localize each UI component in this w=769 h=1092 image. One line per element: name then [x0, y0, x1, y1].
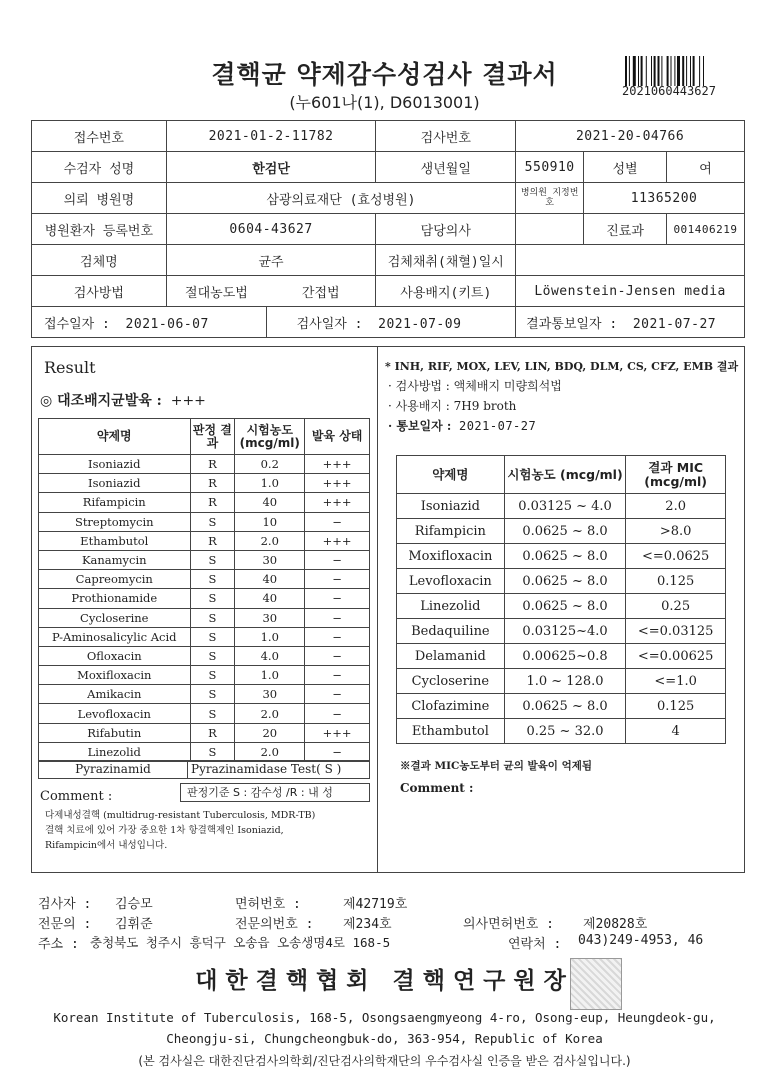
specialist: 김휘준: [115, 917, 153, 932]
growth: +++: [305, 474, 370, 493]
col-judgment: 판정 결과: [190, 419, 235, 455]
test-date-label: 검사일자 :: [296, 316, 363, 332]
concentration: 30: [235, 550, 305, 569]
drug-name: Isoniazid: [39, 455, 191, 474]
growth: −: [305, 550, 370, 569]
doctor-license: 제20828호: [583, 917, 648, 932]
growth: −: [305, 742, 370, 761]
license: 제42719호: [343, 897, 408, 912]
control-culture-value: +++: [170, 393, 206, 409]
growth: +++: [305, 455, 370, 474]
judgment: S: [190, 685, 235, 704]
drug-name: Linezolid: [39, 742, 191, 761]
mic-result: <=0.00625: [626, 644, 726, 669]
judgment: S: [190, 589, 235, 608]
mic-concentration: 1.0 ~ 128.0: [504, 669, 626, 694]
address: 충청북도 청주시 흥덕구 오송읍 오송생명4로 168-5: [90, 935, 391, 950]
barcode-number: 2021060443627: [622, 84, 716, 98]
medium-label: 사용배지(키트): [376, 276, 516, 307]
table-row: [39, 704, 370, 723]
sex-label: 성별: [584, 152, 667, 183]
mic-drug-name: Linezolid: [397, 594, 505, 619]
comment-line: Rifampicin에서 내성입니다.: [45, 840, 168, 851]
mic-drug-name: Ethambutol: [397, 719, 505, 744]
drug-name: Levofloxacin: [39, 704, 191, 723]
pza-test: Pyrazinamidase Test( S ): [191, 762, 342, 776]
table-row: [397, 669, 726, 694]
mic-concentration: 0.03125 ~ 4.0: [504, 494, 626, 519]
concentration: 10: [235, 512, 305, 531]
table-row: [397, 644, 726, 669]
drug-name: Amikacin: [39, 685, 191, 704]
drug-name: Moxifloxacin: [39, 666, 191, 685]
specialist-no-label: 전문의번호 :: [235, 917, 314, 932]
judgment: S: [190, 570, 235, 589]
table-row: [397, 719, 726, 744]
concentration: 40: [235, 570, 305, 589]
specialist-no: 제234호: [343, 917, 392, 932]
mic-result: <=0.03125: [626, 619, 726, 644]
collection: [516, 245, 745, 276]
mic-result: 0.125: [626, 694, 726, 719]
address-label: 주소 :: [38, 937, 79, 952]
judgment: S: [190, 666, 235, 685]
mic-drug-name: Bedaquiline: [397, 619, 505, 644]
mic-result: <=1.0: [626, 669, 726, 694]
table-row: [39, 589, 370, 608]
growth: −: [305, 608, 370, 627]
doctor: [516, 214, 584, 245]
table-row: [39, 474, 370, 493]
concentration: 2.0: [235, 531, 305, 550]
specimen: 균주: [166, 245, 376, 276]
patient-name: 한검단: [166, 152, 376, 183]
drug-name: Cycloserine: [39, 608, 191, 627]
phone: 043)249-4953, 46: [578, 933, 704, 948]
concentration: 2.0: [235, 704, 305, 723]
mic-drug-name: Isoniazid: [397, 494, 505, 519]
mic-header-note: * INH, RIF, MOX, LEV, LIN, BDQ, DLM, CS, CFZ, EMB 결과: [385, 360, 739, 373]
growth: −: [305, 512, 370, 531]
mic-drug-name: Delamanid: [397, 644, 505, 669]
mic-col-drug: 약제명: [397, 456, 505, 494]
certification-note: (본 검사실은 대한진단검사의학회/진단검사의학재단의 우수검사실 인증을 받은 검사실입니다.): [138, 1054, 631, 1068]
mic-report-label: · 통보일자 :: [388, 419, 452, 433]
collection-label: 검체채취(채혈)일시: [376, 245, 516, 276]
examiner: 김승모: [115, 897, 153, 912]
mic-drug-name: Levofloxacin: [397, 569, 505, 594]
hospital: 삼광의료재단 (효성병원): [166, 183, 515, 214]
patient-info-table: [31, 120, 745, 338]
growth: −: [305, 646, 370, 665]
method-label: 검사방법: [32, 276, 167, 307]
mic-medium: · 사용배지 : 7H9 broth: [388, 399, 517, 413]
drug-name: P-Aminosalicylic Acid: [39, 627, 191, 646]
report-date: 2021-07-27: [632, 316, 717, 332]
test-date-cell: [266, 307, 516, 338]
pza-drug: Pyrazinamid: [39, 761, 188, 778]
concentration: 40: [235, 493, 305, 512]
mic-note: ※결과 MIC농도부터 균의 발육이 억제됨: [400, 760, 593, 772]
table-row: [39, 512, 370, 531]
drug-name: Prothionamide: [39, 589, 191, 608]
table-row: [397, 569, 726, 594]
mic-drug-name: Rifampicin: [397, 519, 505, 544]
mic-concentration: 0.0625 ~ 8.0: [504, 569, 626, 594]
mic-concentration: 0.25 ~ 32.0: [504, 719, 626, 744]
institute-address-en-2: Cheongju-si, Chungcheongbuk-do, 363-954, Republic of Korea: [166, 1031, 603, 1046]
growth: +++: [305, 493, 370, 512]
method-1: 절대농도법: [166, 276, 266, 307]
judgment: S: [190, 627, 235, 646]
concentration: 40: [235, 589, 305, 608]
mic-result: 4: [626, 719, 726, 744]
doctor-label: 담당의사: [376, 214, 516, 245]
judgment: R: [190, 474, 235, 493]
document-subtitle: (누601나(1), D6013001): [289, 93, 480, 112]
table-row: [39, 685, 370, 704]
judgment: S: [190, 608, 235, 627]
table-row: [397, 519, 726, 544]
receipt-date-label: 접수일자 :: [44, 316, 110, 332]
concentration: 0.2: [235, 455, 305, 474]
drug-name: Ofloxacin: [39, 646, 191, 665]
judgment-criteria: 판정기준 S : 감수성 /R : 내 성: [180, 783, 370, 802]
judgment: R: [190, 723, 235, 742]
concentration: 1.0: [235, 627, 305, 646]
judgment: S: [190, 512, 235, 531]
method-2: 간접법: [266, 276, 376, 307]
result-title: Result: [44, 358, 96, 377]
table-row: [39, 627, 370, 646]
birth: 550910: [516, 152, 584, 183]
left-comment-text: [45, 808, 365, 853]
mic-concentration: 0.03125~4.0: [504, 619, 626, 644]
result-divider: [377, 347, 378, 872]
dept-label: 진료과: [584, 214, 667, 245]
receipt-no: 2021-01-2-11782: [166, 121, 376, 152]
license-label: 면허번호 :: [235, 897, 301, 912]
concentration: 1.0: [235, 666, 305, 685]
report-date-cell: [516, 307, 745, 338]
mic-concentration: 0.0625 ~ 8.0: [504, 519, 626, 544]
growth: −: [305, 704, 370, 723]
mic-drug-name: Cycloserine: [397, 669, 505, 694]
mic-col-conc: 시험농도 (mcg/ml): [504, 456, 626, 494]
dept: 001406219: [666, 214, 744, 245]
table-row: [39, 531, 370, 550]
judgment: R: [190, 455, 235, 474]
mic-method: · 검사방법 : 액체배지 미량희석법: [388, 379, 562, 393]
judgment: S: [190, 742, 235, 761]
test-no: 2021-20-04766: [516, 121, 745, 152]
institute-address-en-1: Korean Institute of Tuberculosis, 168-5, Osongsaengmyeong 4-ro, Osong-eup, Heungdeok-gu,: [53, 1010, 716, 1025]
judgment: S: [190, 704, 235, 723]
growth: +++: [305, 531, 370, 550]
pyrazinamide-row: [38, 760, 370, 779]
patient-reg-label: 병원환자 등록번호: [32, 214, 167, 245]
col-concentration: 시험농도 (mcg/ml): [235, 419, 305, 455]
drug-name: Rifampicin: [39, 493, 191, 512]
growth: −: [305, 570, 370, 589]
judgment: R: [190, 531, 235, 550]
table-row: [397, 544, 726, 569]
comment-line: 결핵 치료에 있어 가장 중요한 1차 항결핵제인 Isoniazid,: [45, 825, 284, 836]
drug-name: Kanamycin: [39, 550, 191, 569]
mic-result: 2.0: [626, 494, 726, 519]
comment-line: 다제내성결핵 (multidrug-resistant Tuberculosis, MDR-TB): [45, 810, 316, 821]
receipt-date: 2021-06-07: [125, 316, 209, 332]
table-row: [397, 694, 726, 719]
concentration: 1.0: [235, 474, 305, 493]
mic-result: 0.125: [626, 569, 726, 594]
table-row: [39, 742, 370, 761]
control-culture: [40, 390, 206, 410]
birth-label: 생년월일: [376, 152, 516, 183]
patient-name-label: 수검자 성명: [32, 152, 167, 183]
left-comment-label: Comment :: [40, 789, 113, 804]
mic-concentration: 0.0625 ~ 8.0: [504, 544, 626, 569]
hospital-code-label: 병의원 지정번호: [516, 183, 584, 214]
right-comment-label: Comment :: [400, 781, 474, 795]
mic-result: <=0.0625: [626, 544, 726, 569]
concentration: 30: [235, 608, 305, 627]
growth: −: [305, 627, 370, 646]
barcode: [625, 56, 735, 86]
judgment: S: [190, 646, 235, 665]
growth: −: [305, 685, 370, 704]
mic-result: >8.0: [626, 519, 726, 544]
specialist-label: 전문의 :: [38, 917, 92, 932]
concentration: 30: [235, 685, 305, 704]
judgment: S: [190, 550, 235, 569]
table-row: [39, 723, 370, 742]
mic-concentration: 0.00625~0.8: [504, 644, 626, 669]
doctor-license-label: 의사면허번호 :: [463, 917, 555, 932]
table-row: [397, 619, 726, 644]
growth: +++: [305, 723, 370, 742]
phone-label: 연락처 :: [508, 937, 562, 952]
table-row: [39, 570, 370, 589]
patient-reg: 0604-43627: [166, 214, 376, 245]
susceptibility-table: [38, 418, 370, 762]
growth: −: [305, 666, 370, 685]
concentration: 2.0: [235, 742, 305, 761]
control-culture-label: ◎ 대조배지균발육 :: [40, 393, 162, 409]
mic-result: 0.25: [626, 594, 726, 619]
receipt-date-cell: [32, 307, 267, 338]
mic-report: [388, 417, 536, 434]
mic-report-date: 2021-07-27: [458, 419, 537, 433]
mic-drug-name: Moxifloxacin: [397, 544, 505, 569]
table-row: [39, 550, 370, 569]
table-row: [397, 594, 726, 619]
drug-name: Ethambutol: [39, 531, 191, 550]
examiner-label: 검사자 :: [38, 897, 92, 912]
drug-name: Streptomycin: [39, 512, 191, 531]
specimen-label: 검체명: [32, 245, 167, 276]
document-title: 결핵균 약제감수성검사 결과서: [211, 60, 558, 89]
table-row: [39, 493, 370, 512]
col-growth: 발육 상태: [305, 419, 370, 455]
table-row: [39, 608, 370, 627]
concentration: 4.0: [235, 646, 305, 665]
hospital-label: 의뢰 병원명: [32, 183, 167, 214]
receipt-no-label: 접수번호: [32, 121, 167, 152]
table-row: [39, 455, 370, 474]
concentration: 20: [235, 723, 305, 742]
judgment: R: [190, 493, 235, 512]
growth: −: [305, 589, 370, 608]
hospital-code: 11365200: [584, 183, 745, 214]
col-drug: 약제명: [39, 419, 191, 455]
mic-col-result: 결과 MIC (mcg/ml): [626, 456, 726, 494]
sex: 여: [666, 152, 744, 183]
drug-name: Rifabutin: [39, 723, 191, 742]
table-row: [397, 494, 726, 519]
table-row: [39, 646, 370, 665]
report-date-label: 결과통보일자 :: [526, 316, 618, 332]
medium: Löwenstein-Jensen media: [516, 276, 745, 307]
mic-concentration: 0.0625 ~ 8.0: [504, 694, 626, 719]
test-no-label: 검사번호: [376, 121, 516, 152]
mic-drug-name: Clofazimine: [397, 694, 505, 719]
drug-name: Isoniazid: [39, 474, 191, 493]
institute-name-kr: 대한결핵협회 결핵연구원장: [195, 968, 574, 994]
table-row: [39, 666, 370, 685]
drug-name: Capreomycin: [39, 570, 191, 589]
mic-table: [396, 455, 726, 744]
mic-concentration: 0.0625 ~ 8.0: [504, 594, 626, 619]
test-date: 2021-07-09: [378, 316, 462, 332]
